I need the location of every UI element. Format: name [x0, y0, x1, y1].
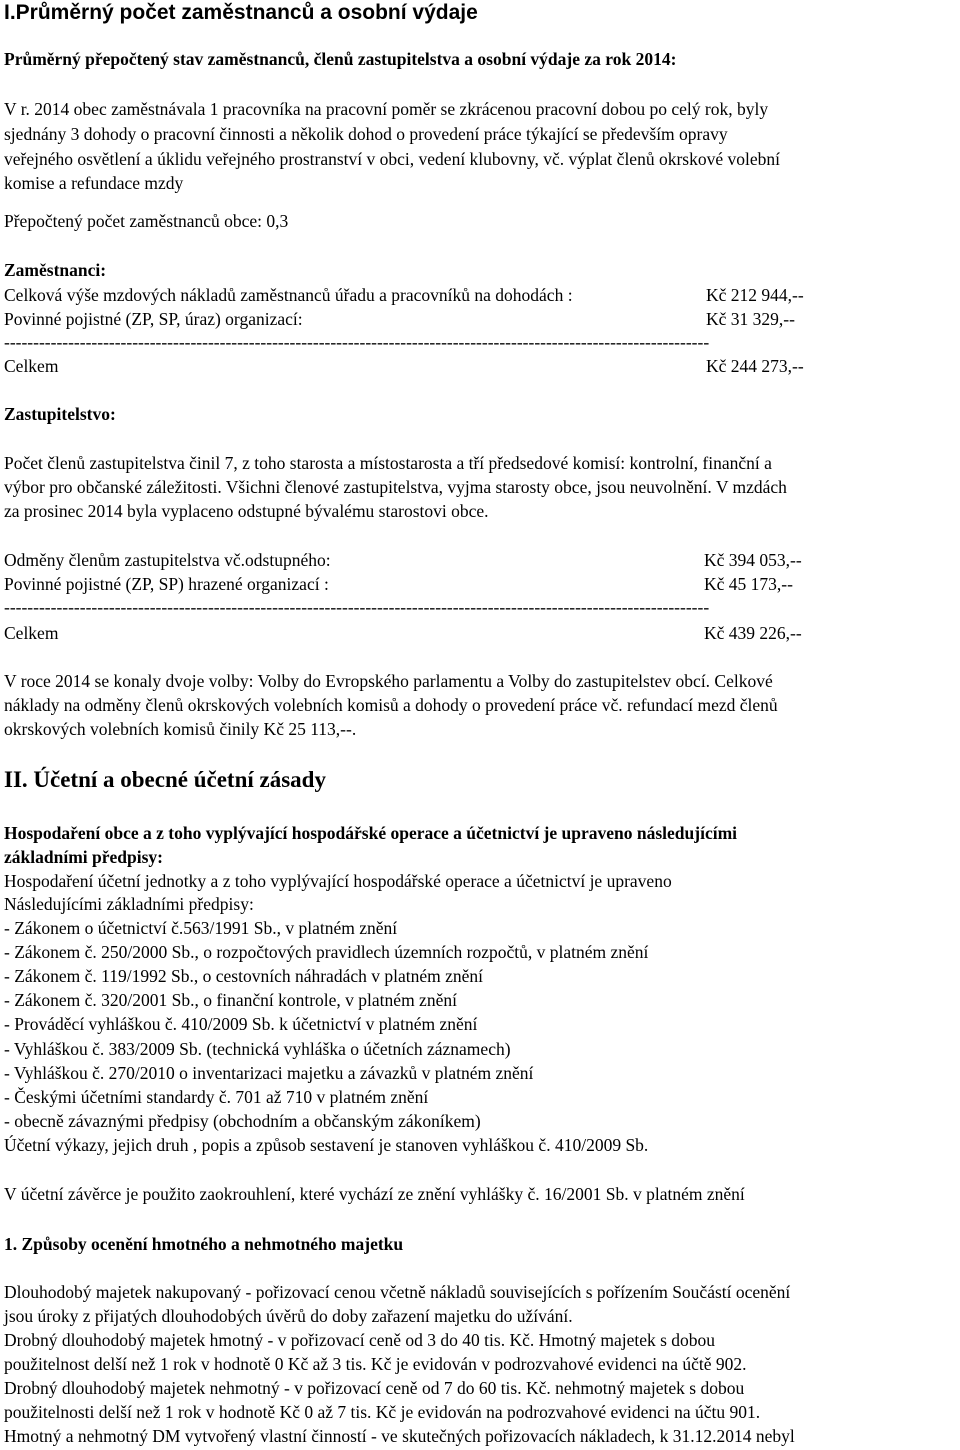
regulation-item: - Vyhláškou č. 383/2009 Sb. (technická vyhláška o účetních záznamech): [4, 1039, 511, 1059]
elections-line-1: V roce 2014 se konaly dvoje volby: Volby do Evropského parlamentu a Volby do zastupitelstev obcí. Celkové: [4, 671, 773, 691]
regulation-item: - Vyhláškou č. 270/2010 o inventarizaci majetku a závazků v platném znění: [4, 1063, 534, 1083]
employees-heading: Zaměstnanci:: [4, 260, 107, 280]
regulation-item: - Zákonem č. 320/2001 Sb., o finanční kontrole, v platném znění: [4, 990, 457, 1010]
valuation-line-4: použitelnost delší než 1 rok v hodnotě 0 Kč až 3 tis. Kč je evidován v podrozvahové evidenci na účtě 902.: [4, 1354, 747, 1374]
regulation-item: - Zákonem o účetnictví č.563/1991 Sb., v platném znění: [4, 918, 398, 938]
section-2-title: II. Účetní a obecné účetní zásady: [4, 767, 326, 792]
employees-wage-amount: Kč 212 944,--: [706, 285, 804, 305]
council-text-line-1: Počet členů zastupitelstva činil 7, z toho starosta a místostarosta a tří předsedové komisí: kontrolní, finanční a: [4, 453, 772, 473]
council-text-line-2: výbor pro občanské záležitosti. Všichni členové zastupitelstva, vyjma starosty obce, jsou neuvolnění. V mzdách: [4, 477, 787, 497]
valuation-line-3: Drobný dlouhodobý majetek hmotný - v pořizovací ceně od 3 do 40 tis. Kč. Hmotný majetek s dobou: [4, 1330, 716, 1350]
rounding-line: V účetní závěrce je použito zaokrouhlení, které vychází ze znění vyhlášky č. 16/2001 Sb. v platném znění: [4, 1184, 745, 1204]
valuation-line-1: Dlouhodobý majetek nakupovaný - pořizovací cenou včetně nákladů souvisejících s pořízením Součástí ocenění: [4, 1282, 791, 1302]
employees-total-label: Celkem: [4, 356, 59, 376]
council-total-amount: Kč 439 226,--: [704, 623, 802, 643]
valuation-line-5: Drobný dlouhodobý majetek nehmotný - v pořizovací ceně od 7 do 60 tis. Kč. nehmotný majetek s dobou: [4, 1378, 745, 1398]
regulations-line: Hospodaření účetní jednotky a z toho vyplývající hospodářské operace a účetnictví je upraveno: [4, 871, 672, 891]
intro-line-2: sjednány 3 dohody o pracovní činnosti a několik dohod o provedení práce týkající se především opravy: [4, 124, 728, 144]
intro-line-1: V r. 2014 obec zaměstnávala 1 pracovníka na pracovní poměr se zkrácenou pracovní dobou po celý rok, byly: [4, 99, 769, 119]
employees-separator: -------------------------------------------------------------------------------------------------------------------------: [4, 335, 710, 349]
valuation-line-7: Hmotný a nehmotný DM vytvořený vlastní činností - ve skutečných pořizovacích nákladech, k 31.12.2014 nebyl: [4, 1426, 795, 1446]
employees-insurance-amount: Kč 31 329,--: [706, 309, 795, 329]
regulation-item: - Zákonem č. 119/1992 Sb., o cestovních náhradách v platném znění: [4, 966, 484, 986]
council-remuneration-amount: Kč 394 053,--: [704, 550, 802, 570]
regulation-item: - Zákonem č. 250/2000 Sb., o rozpočtových pravidlech územních rozpočtů, v platném znění: [4, 942, 649, 962]
council-total-label: Celkem: [4, 623, 59, 643]
section-1-title: I.Průměrný počet zaměstnanců a osobní výdaje: [4, 1, 478, 24]
regulation-item: - obecně závaznými předpisy (obchodním a občanským zákoníkem): [4, 1111, 481, 1131]
council-remuneration-label: Odměny členům zastupitelstva vč.odstupného:: [4, 550, 331, 570]
regulations-statement: Účetní výkazy, jejich druh , popis a způsob sestavení je stanoven vyhláškou č. 410/2009 Sb.: [4, 1135, 649, 1155]
council-heading: Zastupitelstvo:: [4, 404, 116, 424]
regulations-heading-line-2: základními předpisy:: [4, 847, 163, 867]
headcount-line: Přepočtený počet zaměstnanců obce: 0,3: [4, 211, 289, 231]
council-separator: -------------------------------------------------------------------------------------------------------------------------: [4, 600, 710, 614]
employees-insurance-label: Povinné pojistné (ZP, SP, úraz) organizací:: [4, 309, 303, 329]
valuation-line-2: jsou úroky z přijatých dlouhodobých úvěrů do doby zařazení majetku do užívání.: [4, 1306, 573, 1326]
regulation-item: - Prováděcí vyhláškou č. 410/2009 Sb. k účetnictví v platném znění: [4, 1014, 478, 1034]
section-1-subtitle: Průměrný přepočtený stav zaměstnanců, členů zastupitelstva a osobní výdaje za rok 2014:: [4, 49, 677, 69]
regulations-line: Následujícími základními předpisy:: [4, 894, 254, 914]
council-insurance-label: Povinné pojistné (ZP, SP) hrazené organizací :: [4, 574, 329, 594]
regulation-item: - Českými účetními standardy č. 701 až 710 v platném znění: [4, 1087, 429, 1107]
employees-wage-label: Celková výše mzdových nákladů zaměstnanců úřadu a pracovníků na dohodách :: [4, 285, 573, 305]
intro-line-3: veřejného osvětlení a úklidu veřejného prostranství v obci, vedení klubovny, vč. výplat členů okrskové volební: [4, 149, 780, 169]
valuation-line-6: použitelnosti delší než 1 rok v hodnotě Kč 0 až 7 tis. Kč je evidován na podrozvahové evidenci na účtu 901.: [4, 1402, 761, 1422]
council-insurance-amount: Kč 45 173,--: [704, 574, 793, 594]
subsection-1-title: 1. Způsoby ocenění hmotného a nehmotného majetku: [4, 1234, 404, 1254]
employees-total-amount: Kč 244 273,--: [706, 356, 804, 376]
intro-line-4: komise a refundace mzdy: [4, 173, 184, 193]
elections-line-3: okrskových volebních komisů činily Kč 25 113,--.: [4, 719, 357, 739]
council-text-line-3: za prosinec 2014 byla vyplaceno odstupné bývalému starostovi obce.: [4, 501, 489, 521]
elections-line-2: náklady na odměny členů okrskových volebních komisů a dohody o provedení práce vč. refundací mezd členů: [4, 695, 778, 715]
regulations-heading-line-1: Hospodaření obce a z toho vyplývající hospodářské operace a účetnictví je upraveno následujícími: [4, 823, 738, 843]
